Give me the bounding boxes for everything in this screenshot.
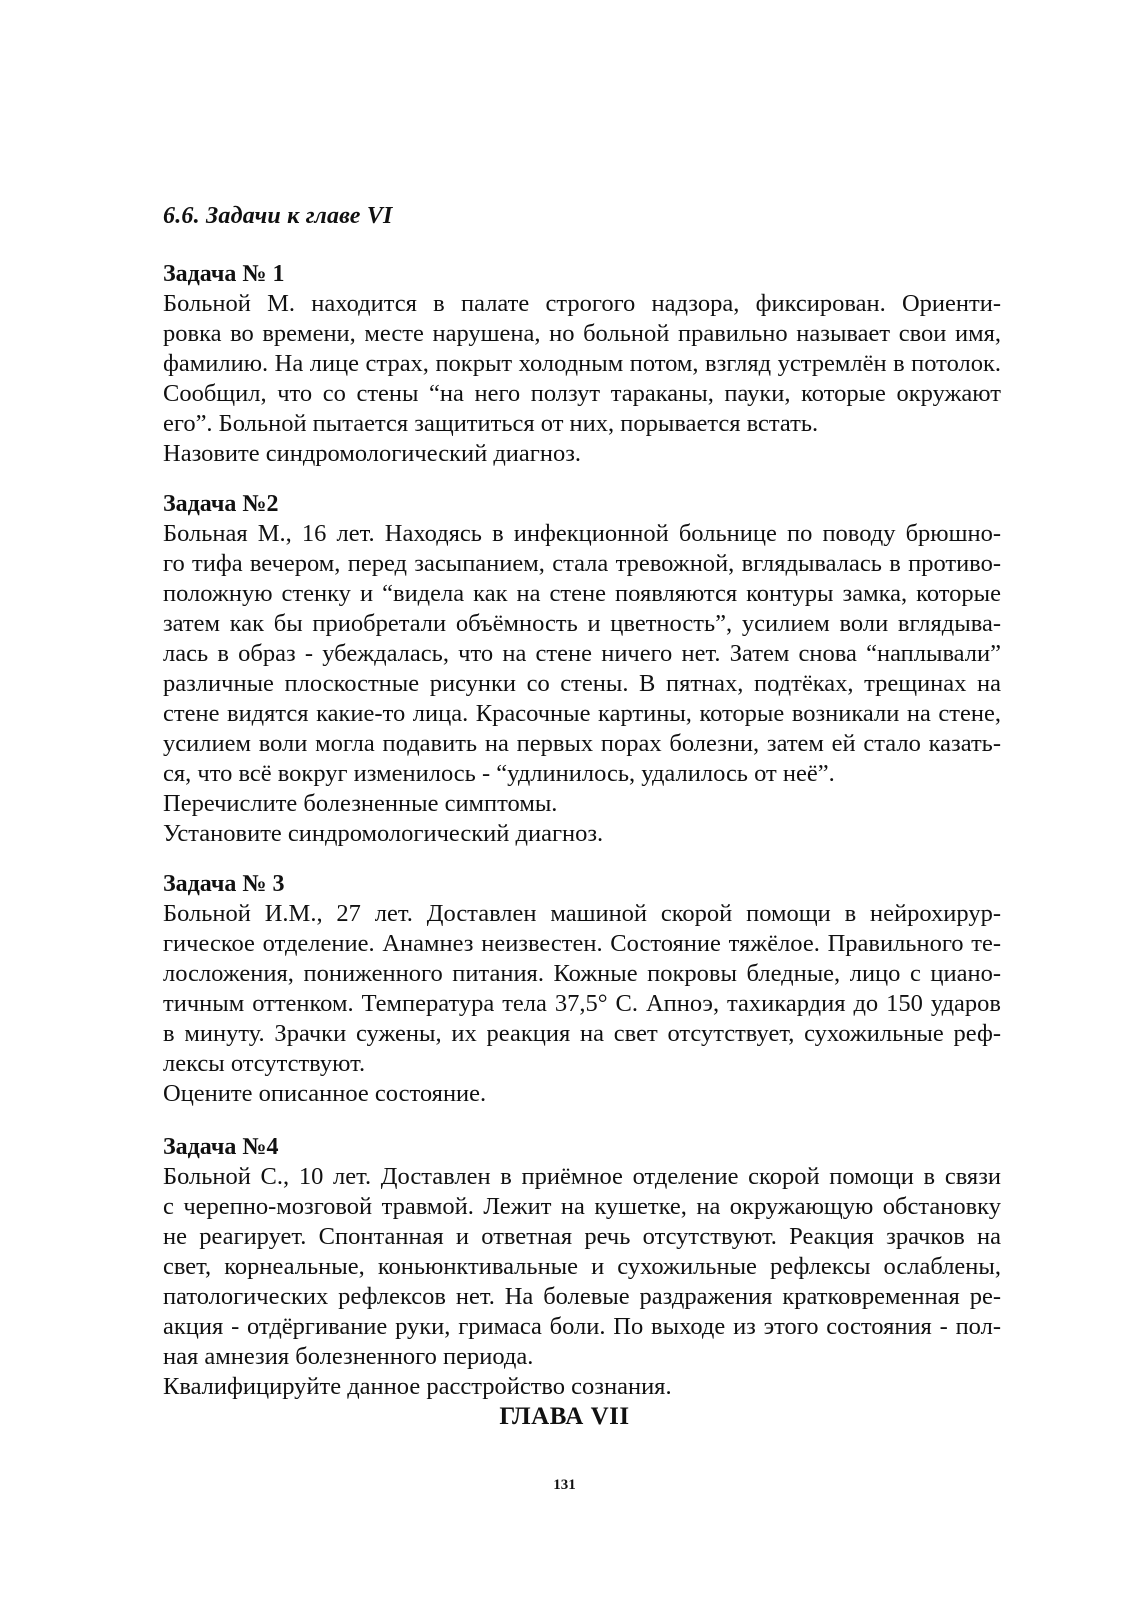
task-text-line: лась в образ - убеждалась, что на стене ничего нет. Затем снова “наплывали” (163, 640, 1001, 667)
task-text-line: лосложения, пониженного питания. Кожные покровы бледные, лицо с циано- (163, 960, 1001, 987)
task-question: Квалифицируйте данное расстройство сознания. (163, 1373, 672, 1400)
task-text-line: усилием воли могла подавить на первых порах болезни, затем ей стало казать- (163, 730, 1001, 757)
task-text-line: лексы отсутствуют. (163, 1050, 366, 1077)
task-1 (163, 259, 1001, 469)
task-heading: Задача №2 (163, 491, 279, 517)
task-text-line: затем как бы приобретали объёмность и цветность”, усилием воли вглядыва- (163, 610, 1001, 637)
task-text-line: Больной С., 10 лет. Доставлен в приёмное отделение скорой помощи в связи (163, 1163, 1001, 1190)
task-text-line: Больная М., 16 лет. Находясь в инфекционной больнице по поводу брюшно- (163, 520, 1001, 547)
task-heading: Задача № 1 (163, 261, 285, 287)
task-text-line: патологических рефлексов нет. На болевые раздражения кратковременная ре- (163, 1283, 1001, 1310)
task-text-line: Сообщил, что со стены “на него ползут тараканы, пауки, которые окружают (163, 380, 1001, 407)
task-4 (163, 1132, 1001, 1402)
task-question: Перечислите болезненные симптомы. (163, 790, 558, 817)
task-text-line: с черепно-мозговой травмой. Лежит на кушетке, на окружающую обстановку (163, 1193, 1001, 1220)
task-text-line: положную стенку и “видела как на стене появляются контуры замка, которые (163, 580, 1001, 607)
task-text-line: стене видятся какие-то лица. Красочные картины, которые возникали на стене, (163, 700, 1001, 727)
task-text-line: Больной М. находится в палате строгого надзора, фиксирован. Ориенти- (163, 290, 1001, 317)
task-text-line: фамилию. На лице страх, покрыт холодным потом, взгляд устремлён в потолок. (163, 350, 1001, 377)
task-text-line: тичным оттенком. Температура тела 37,5° С. Апноэ, тахикардия до 150 ударов (163, 990, 1001, 1017)
task-question: Оцените описанное состояние. (163, 1080, 487, 1107)
task-text-line: го тифа вечером, перед засыпанием, стала тревожной, вглядывалась в противо- (163, 550, 1001, 577)
task-text-line: в минуту. Зрачки сужены, их реакция на свет отсутствует, сухожильные реф- (163, 1020, 1001, 1047)
task-text-line: ся, что всё вокруг изменилось - “удлинилось, удалилось от неё”. (163, 760, 835, 787)
task-text-line: гическое отделение. Анамнез неизвестен. Состояние тяжёлое. Правильного те- (163, 930, 1001, 957)
task-2 (163, 489, 1001, 849)
task-text-line: свет, корнеальные, коньюнктивальные и сухожильные рефлексы ослаблены, (163, 1253, 1001, 1280)
task-question: Установите синдромологический диагноз. (163, 820, 604, 847)
task-heading: Задача №4 (163, 1134, 279, 1160)
task-text-line: его”. Больной пытается защититься от них, порывается встать. (163, 410, 819, 437)
task-text-line: ровка во времени, месте нарушена, но больной правильно называет свои имя, (163, 320, 1001, 347)
task-text-line: акция - отдёргивание руки, гримаса боли. По выходе из этого состояния - пол- (163, 1313, 1001, 1340)
page-number: 131 (553, 1477, 576, 1493)
task-text-line: ная амнезия болезненного периода. (163, 1343, 534, 1370)
task-text-line: не реагирует. Спонтанная и ответная речь отсутствуют. Реакция зрачков на (163, 1223, 1001, 1250)
task-3 (163, 869, 1001, 1109)
task-question: Назовите синдромологический диагноз. (163, 440, 581, 467)
task-text-line: Больной И.М., 27 лет. Доставлен машиной скорой помощи в нейрохирур- (163, 900, 1001, 927)
task-text-line: различные плоскостные рисунки со стены. В пятнах, подтёках, трещинах на (163, 670, 1001, 697)
chapter-title: ГЛАВА VII (499, 1403, 630, 1430)
section-title: 6.6. Задачи к главе VI (163, 203, 393, 229)
task-heading: Задача № 3 (163, 871, 285, 897)
